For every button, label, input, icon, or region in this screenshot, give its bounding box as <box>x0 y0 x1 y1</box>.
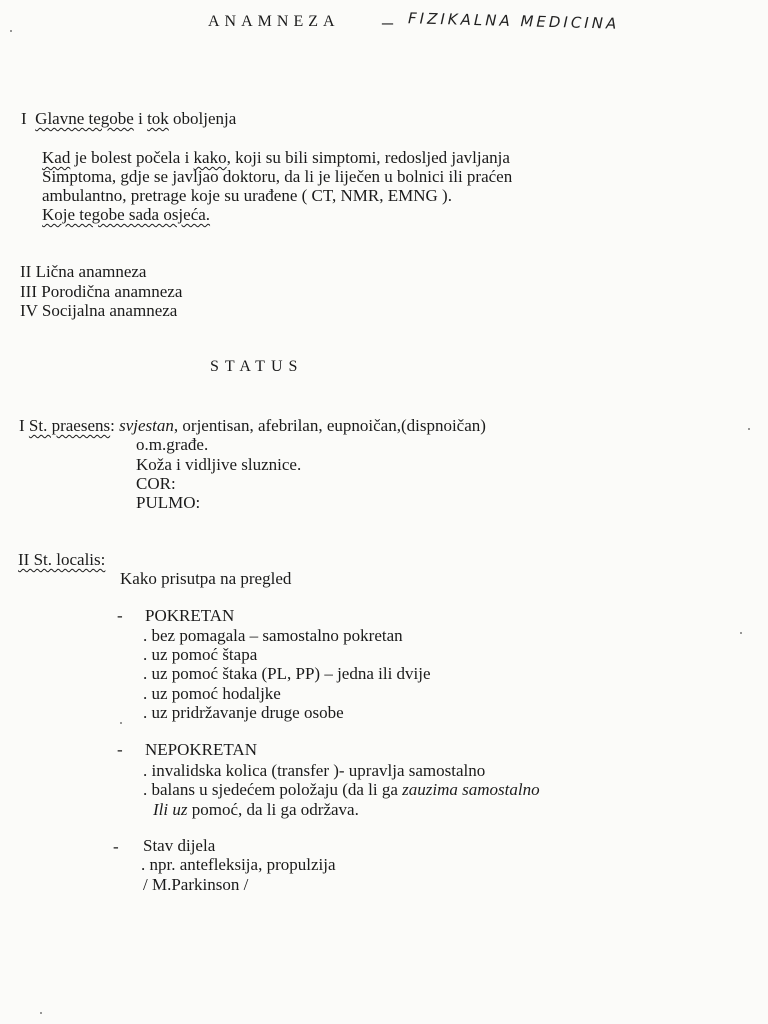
document-title: ANAMNEZA <box>208 13 340 30</box>
title-dash: – <box>382 9 393 34</box>
heading-underlined-2: tok <box>147 109 169 128</box>
praesens-label: St. praesens <box>28 416 111 435</box>
balance-text: . balans u sjedećem položaju (da li ga <box>143 780 403 799</box>
nepokretan-title: NEPOKRETAN <box>145 740 257 759</box>
status-title: STATUS <box>210 358 304 375</box>
stav-item: . npr. antefleksija, propulzija <box>141 855 336 874</box>
balance-italic: zauzima samostalno <box>402 780 540 799</box>
praesens-subline: COR: <box>136 474 176 493</box>
heading-underlined-1: Glavne tegobe <box>35 109 134 128</box>
section1-line-3: ambulantno, pretrage koje su urađene ( CT, NMR, EMNG ). <box>42 186 452 205</box>
section1-number: I <box>21 109 27 128</box>
nepokretan-bullet: - <box>117 740 123 759</box>
anamnesis-item: III Porodična anamneza <box>20 282 183 301</box>
pokretan-item: . uz pomoć hodaljke <box>143 684 281 703</box>
praesens-colon: : <box>110 416 120 435</box>
pokretan-item: . uz pomoć štaka (PL, PP) – jedna ili dvije <box>143 664 431 683</box>
pokretan-bullet: - <box>117 606 123 625</box>
section1-line-4: Koje tegobe sada osjeća. <box>42 205 211 224</box>
line1-rest: , koji su bili simptomi, redosljed javljanja <box>226 148 510 167</box>
stav-item: / M.Parkinson / <box>143 875 249 894</box>
line1-underlined-1: Kad <box>42 148 71 167</box>
praesens-subline: PULMO: <box>136 493 201 512</box>
nepokretan-item <box>143 781 540 798</box>
nepokretan-item: . invalidska kolica (transfer )- upravlja samostalno <box>143 761 486 780</box>
praesens-rest: , orjentisan, afebrilan, eupnoičan,(dispnoičan) <box>173 416 486 435</box>
scan-speck <box>40 1012 42 1014</box>
scan-speck <box>740 632 742 634</box>
assist-rest: pomoć, da li ga održava. <box>187 800 359 819</box>
stav-title: Stav dijela <box>143 836 216 855</box>
localis-intro: Kako prisutpa na pregled <box>120 569 292 588</box>
line1-underlined-2: kako <box>193 148 227 167</box>
praesens-italic: svjestan <box>119 416 174 435</box>
nepokretan-item <box>153 801 359 818</box>
heading-mid: i <box>133 109 148 128</box>
praesens-line <box>19 417 486 434</box>
scan-speck <box>10 30 12 32</box>
section1-line-2: Simptoma, gdje se javljao doktoru, da li je liječen u bolnici ili praćen <box>42 167 513 186</box>
scan-speck <box>120 722 122 724</box>
stav-bullet: - <box>113 837 119 856</box>
anamnesis-item: II Lična anamneza <box>20 262 147 281</box>
anamnesis-item: IV Socijalna anamneza <box>20 301 178 320</box>
assist-italic: Ili uz <box>153 800 188 819</box>
section1-line-1 <box>42 149 510 166</box>
section1-heading <box>21 110 236 127</box>
pokretan-item: . uz pridržavanje druge osobe <box>143 703 344 722</box>
line1-mid: je bolest počela i <box>70 148 194 167</box>
heading-end: oboljenja <box>168 109 237 128</box>
pokretan-item: . bez pomagala – samostalno pokretan <box>143 626 403 645</box>
praesens-subline: o.m.građe. <box>136 435 209 454</box>
handwritten-subtitle: FIZIKALNA MEDICINA <box>407 9 620 33</box>
praesens-number: I <box>19 416 25 435</box>
localis-label: II St. localis: <box>18 550 106 569</box>
scan-speck <box>748 428 750 430</box>
pokretan-item: . uz pomoć štapa <box>143 645 258 664</box>
pokretan-title: POKRETAN <box>145 606 235 625</box>
praesens-subline: Koža i vidljive sluznice. <box>136 455 302 474</box>
